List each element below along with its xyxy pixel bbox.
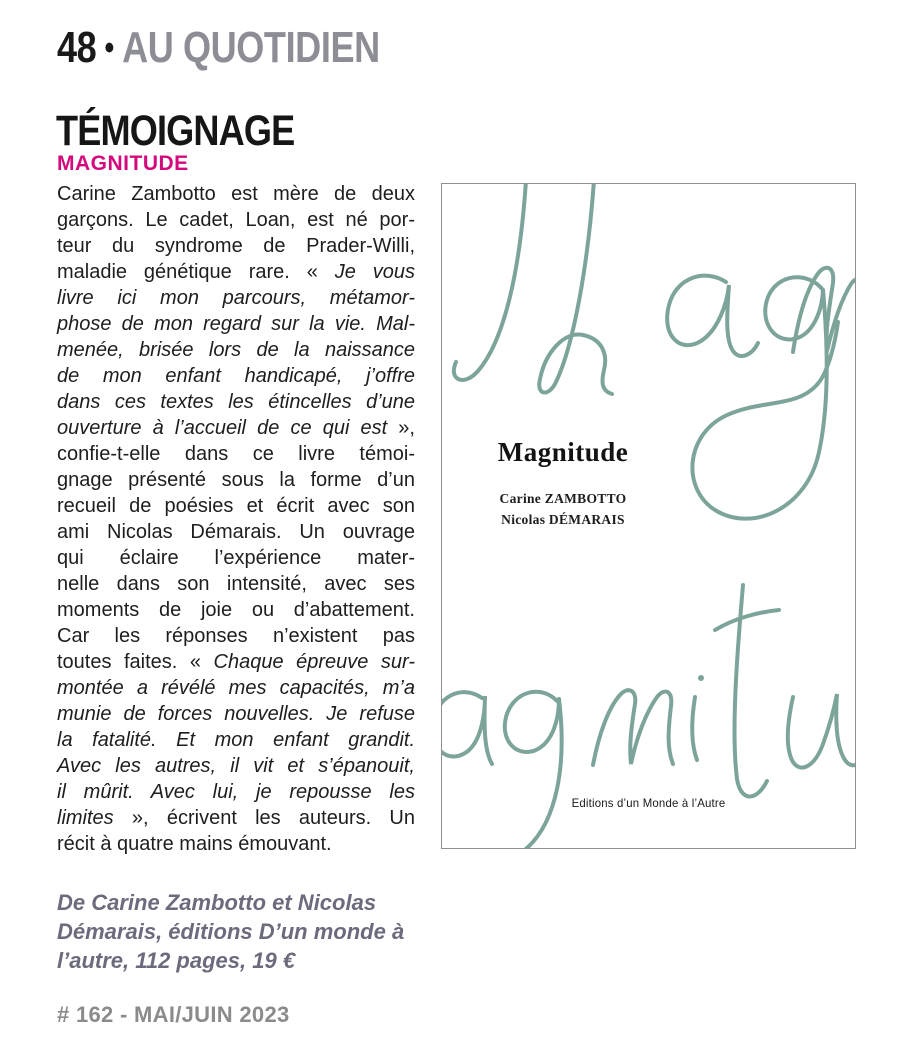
body-line: Car les réponses n’existent pas bbox=[57, 625, 415, 647]
page-number: 48 bbox=[57, 23, 97, 72]
article-credit bbox=[57, 888, 427, 975]
script-letter-g bbox=[505, 692, 559, 752]
page-header bbox=[57, 24, 380, 72]
body-line: de mon enfant handicapé, j’offre bbox=[57, 365, 415, 387]
book-author: Nicolas DÉMARAIS bbox=[501, 512, 625, 527]
script-letter-u bbox=[788, 694, 856, 768]
script-letter-a bbox=[442, 692, 492, 764]
body-line: menée, brisée lors de la naissance bbox=[57, 339, 415, 361]
credit-line: l’autre, 112 pages, 19 € bbox=[57, 948, 296, 973]
body-line: munie de forces nouvelles. Je refuse bbox=[57, 703, 415, 725]
body-line: limites », écrivent les auteurs. Un bbox=[57, 807, 415, 829]
cover-text-block bbox=[442, 437, 684, 530]
book-authors bbox=[442, 488, 684, 530]
body-line: teur du syndrome de Prader-Willi, bbox=[57, 235, 415, 257]
article-body bbox=[57, 181, 415, 857]
section-title: AU QUOTIDIEN bbox=[122, 23, 380, 72]
body-line: phose de mon regard sur la vie. Mal- bbox=[57, 313, 415, 335]
article-kicker: TÉMOIGNAGE bbox=[56, 107, 295, 155]
body-line: il mûrit. Avec lui, je repousse les bbox=[57, 781, 415, 803]
body-line: la fatalité. Et mon enfant grandit. bbox=[57, 729, 415, 751]
bullet-separator-icon: • bbox=[104, 29, 114, 67]
body-line: dans ces textes les étincelles d’une bbox=[57, 391, 415, 413]
book-author: Carine ZAMBOTTO bbox=[499, 491, 627, 506]
body-line: ouverture à l’accueil de ce qui est », bbox=[57, 417, 415, 439]
book-title: Magnitude bbox=[497, 437, 629, 467]
script-letter-g bbox=[765, 277, 823, 339]
script-letter-M bbox=[454, 184, 526, 380]
body-line: recueil de poésies et écrit avec son bbox=[57, 495, 415, 517]
body-line: Avec les autres, il vit et s’épanouit, bbox=[57, 755, 415, 777]
script-letter-M bbox=[539, 184, 612, 394]
body-line: moments de joie ou d’abattement. bbox=[57, 599, 415, 621]
body-line: confie-t-elle dans ce livre témoi- bbox=[57, 443, 415, 465]
page-footer bbox=[57, 1002, 290, 1028]
script-letter-n bbox=[593, 690, 673, 765]
article-title: MAGNITUDE bbox=[57, 152, 189, 175]
body-line: nelle dans son intensité, avec ses bbox=[57, 573, 415, 595]
script-letter-i bbox=[692, 697, 697, 760]
body-line: gnage présenté sous la forme d’un bbox=[57, 469, 415, 491]
body-line: garçons. Le cadet, Loan, est né por- bbox=[57, 209, 415, 231]
body-line: qui éclaire l’expérience mater- bbox=[57, 547, 415, 569]
body-line: montée a révélé mes capacités, m’a bbox=[57, 677, 415, 699]
credit-line: Démarais, éditions D’un monde à bbox=[57, 919, 405, 944]
body-line: Carine Zambotto est mère de deux bbox=[57, 183, 415, 205]
script-letter-a bbox=[667, 276, 758, 356]
body-line: ami Nicolas Démarais. Un ouvrage bbox=[57, 521, 415, 543]
body-line: livre ici mon parcours, métamor- bbox=[57, 287, 415, 309]
body-line: récit à quatre mains émouvant. bbox=[57, 833, 332, 855]
issue-label: # 162 - MAI/JUIN 2023 bbox=[57, 1002, 290, 1027]
book-cover bbox=[441, 183, 856, 849]
script-letter-i-dot bbox=[698, 675, 704, 681]
book-publisher: Editions d’un Monde à l’Autre bbox=[571, 796, 726, 810]
body-line: maladie génétique rare. « Je vous bbox=[57, 261, 415, 283]
credit-line: De Carine Zambotto et Nicolas bbox=[57, 890, 377, 915]
script-letter-g bbox=[460, 699, 562, 849]
body-line: toutes faites. « Chaque épreuve sur- bbox=[57, 651, 416, 673]
script-letter-t bbox=[715, 610, 779, 630]
